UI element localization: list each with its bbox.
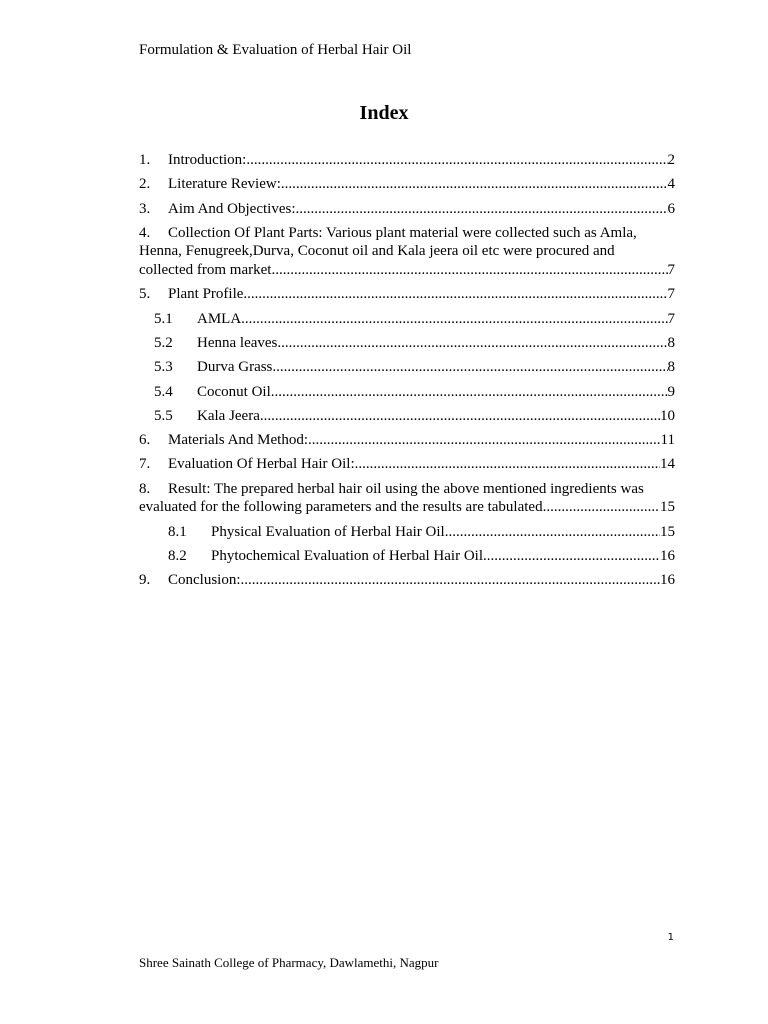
toc-label-line-1: Collection Of Plant Parts: Various plant material were collected such as Amla, bbox=[168, 224, 637, 241]
toc-number: 5.5 bbox=[154, 407, 173, 424]
toc-label: Henna leaves bbox=[197, 334, 278, 351]
toc-page-number: 15 bbox=[660, 499, 675, 516]
toc-number: 5.3 bbox=[154, 359, 173, 376]
toc-label: Durva Grass bbox=[197, 359, 273, 376]
dot-leader bbox=[246, 151, 667, 169]
toc-page-number: 2 bbox=[667, 152, 675, 168]
toc-page-number: 9 bbox=[667, 383, 675, 400]
toc-entry-durva-grass[interactable] bbox=[139, 358, 675, 376]
toc-page-number: 7 bbox=[667, 310, 675, 327]
toc-page-number: 10 bbox=[660, 407, 675, 424]
toc-label: Coconut Oil bbox=[197, 383, 271, 400]
toc-label: Materials And Method: bbox=[168, 432, 308, 449]
toc-label-line-2: Henna, Fenugreek,Durva, Coconut oil and Kala jeera oil etc were procured and bbox=[139, 243, 615, 260]
toc-label-line-3: collected from market bbox=[139, 261, 272, 278]
toc-number: 4. bbox=[139, 224, 151, 241]
toc-entry-line-last bbox=[139, 498, 675, 517]
dot-leader bbox=[281, 175, 668, 193]
toc-page-number: 8 bbox=[667, 359, 675, 376]
toc-entry-line bbox=[139, 224, 675, 243]
toc-page-number: 14 bbox=[660, 456, 675, 473]
toc-label: Phytochemical Evaluation of Herbal Hair Oil bbox=[211, 548, 483, 565]
toc-page-number: 7 bbox=[667, 261, 675, 278]
toc-label: AMLA bbox=[197, 310, 242, 327]
toc-label: Conclusion: bbox=[168, 572, 241, 589]
dot-leader bbox=[445, 523, 660, 541]
toc-number: 8.2 bbox=[168, 548, 187, 565]
running-header: Formulation & Evaluation of Herbal Hair Oil bbox=[139, 42, 412, 58]
toc-entry-phytochemical-evaluation[interactable] bbox=[139, 547, 675, 565]
toc-entry-amla[interactable] bbox=[139, 310, 675, 328]
toc-label: Aim And Objectives: bbox=[168, 200, 296, 217]
toc-entry-physical-evaluation[interactable] bbox=[139, 523, 675, 541]
toc-label: Evaluation Of Herbal Hair Oil: bbox=[168, 456, 355, 473]
dot-leader bbox=[241, 571, 660, 589]
toc-label: Plant Profile bbox=[168, 286, 244, 303]
toc-entry-result[interactable] bbox=[139, 480, 675, 517]
dot-leader bbox=[260, 407, 660, 425]
toc-page-number: 7 bbox=[667, 286, 675, 303]
toc-page-number: 6 bbox=[667, 200, 675, 217]
toc-entry-henna-leaves[interactable] bbox=[139, 334, 675, 352]
toc-number: 5.4 bbox=[154, 383, 173, 400]
dot-leader bbox=[271, 383, 668, 401]
toc-entry-kala-jeera[interactable] bbox=[139, 407, 675, 425]
toc-entry-collection-plant-parts[interactable] bbox=[139, 224, 675, 280]
dot-leader bbox=[277, 334, 667, 352]
toc-entry-literature-review[interactable] bbox=[139, 175, 675, 193]
toc-page-number: 16 bbox=[660, 572, 675, 589]
toc-entry-evaluation[interactable] bbox=[139, 455, 675, 473]
dot-leader bbox=[355, 455, 660, 473]
toc-number: 1. bbox=[139, 152, 151, 168]
toc-number: 8. bbox=[139, 480, 151, 497]
toc-label-line-2: evaluated for the following parameters and the results are tabulated bbox=[139, 499, 543, 516]
toc-label: Physical Evaluation of Herbal Hair Oil bbox=[211, 523, 445, 540]
toc-number: 5.1 bbox=[154, 310, 173, 327]
toc-number: 8.1 bbox=[168, 523, 187, 540]
toc-number: 2. bbox=[139, 176, 151, 193]
toc-entry-line-last bbox=[139, 261, 675, 280]
toc-entry-coconut-oil[interactable] bbox=[139, 383, 675, 401]
dot-leader bbox=[308, 431, 661, 449]
toc-number: 5.2 bbox=[154, 334, 173, 351]
table-of-contents bbox=[139, 151, 675, 596]
toc-page-number: 15 bbox=[660, 523, 675, 540]
toc-entry-introduction[interactable] bbox=[139, 151, 675, 169]
toc-number: 6. bbox=[139, 432, 151, 449]
toc-number: 3. bbox=[139, 200, 151, 217]
running-footer: Shree Sainath College of Pharmacy, Dawlamethi, Nagpur bbox=[139, 955, 439, 970]
toc-label: Kala Jeera bbox=[197, 407, 260, 424]
toc-label: Literature Review: bbox=[168, 176, 281, 193]
dot-leader bbox=[543, 498, 660, 517]
toc-entry-plant-profile[interactable] bbox=[139, 285, 675, 303]
toc-page-number: 16 bbox=[660, 548, 675, 565]
toc-page-number: 4 bbox=[667, 176, 675, 193]
dot-leader bbox=[243, 285, 667, 303]
dot-leader bbox=[241, 310, 667, 328]
toc-entry-materials-method[interactable] bbox=[139, 431, 675, 449]
toc-label-line-1: Result: The prepared herbal hair oil using the above mentioned ingredients was bbox=[168, 480, 644, 497]
toc-number: 9. bbox=[139, 572, 151, 589]
dot-leader bbox=[272, 358, 667, 376]
page-title: Index bbox=[359, 102, 409, 124]
toc-label: Introduction: bbox=[168, 152, 247, 168]
dot-leader bbox=[296, 200, 668, 218]
toc-page-number: 11 bbox=[660, 432, 675, 449]
toc-entry-aim-objectives[interactable] bbox=[139, 200, 675, 218]
toc-entry-line bbox=[139, 480, 675, 499]
page-number: 1 bbox=[667, 932, 674, 943]
dot-leader bbox=[483, 547, 660, 565]
toc-number: 7. bbox=[139, 456, 151, 473]
toc-entry-conclusion[interactable] bbox=[139, 571, 675, 589]
toc-page-number: 8 bbox=[667, 334, 675, 351]
toc-number: 5. bbox=[139, 286, 151, 303]
dot-leader bbox=[271, 261, 667, 280]
